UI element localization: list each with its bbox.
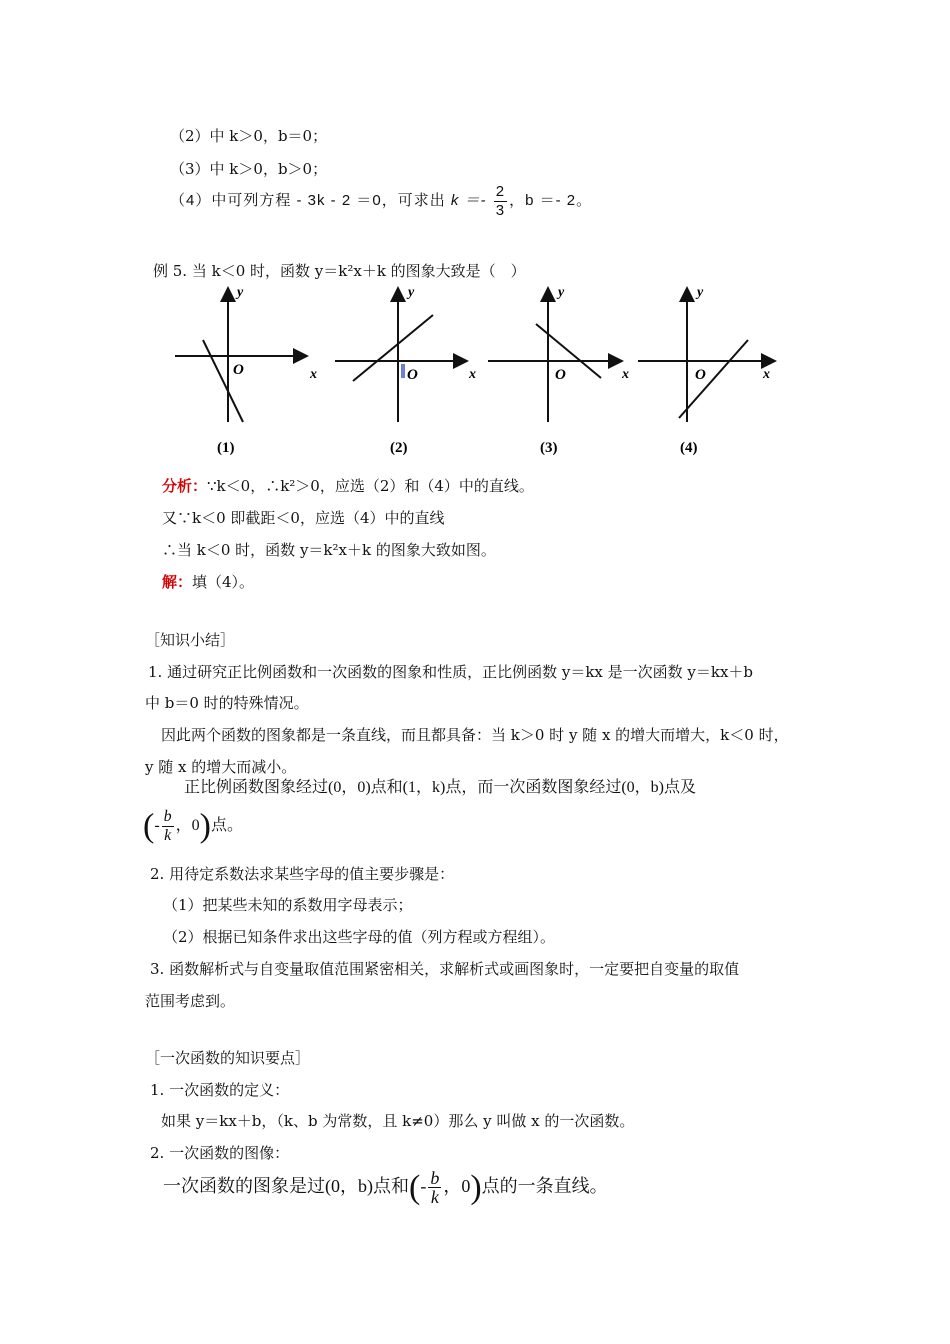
- graph-3-y-label: y: [558, 285, 565, 300]
- analysis-line-2: 又∵k＜0 即截距＜0，应选（4）中的直线: [162, 509, 445, 527]
- graph-1: [175, 290, 305, 422]
- graph-4: [638, 290, 773, 422]
- case-4-text: （4）中可列方程 - 3k - 2 ＝0，可求出: [170, 192, 451, 209]
- graph-2-label: (2): [390, 440, 408, 456]
- fraction-b-k-2: $\frac{b}{k}$: [430, 1168, 440, 1208]
- summary-p3b: (- $\frac{b}{k}$ ，0)点。: [143, 807, 244, 845]
- graph-1-y-label: y: [237, 285, 244, 300]
- graph-4-x-label: x: [763, 367, 770, 382]
- solution-label: 解：: [162, 573, 193, 591]
- graph-4-origin: O: [695, 367, 706, 383]
- analysis-line-1: 分析：∵k＜0，∴k²＞0，应选（2）和（4）中的直线。: [162, 477, 534, 495]
- graph-1-label: (1): [217, 440, 235, 456]
- solution: 解：填（4）。: [162, 573, 255, 591]
- summary-p1a: 1. 通过研究正比例函数和一次函数的图象和性质，正比例函数 y＝kx 是一次函数 y＝kx＋b: [148, 663, 754, 681]
- graph-4-label: (4): [680, 440, 698, 456]
- summary-p6: （2）根据已知条件求出这些字母的值（列方程或方程组）。: [163, 928, 556, 946]
- graph-3-label: (3): [540, 440, 558, 456]
- graph-3-origin: O: [555, 367, 566, 383]
- analysis-label: 分析：: [162, 477, 208, 495]
- summary-p1b: 中 b＝0 时的特殊情况。: [145, 694, 309, 712]
- graph-3-x-label: x: [622, 367, 629, 382]
- graph-2-x-label: x: [469, 367, 476, 382]
- example-question: 例 5. 当 k＜0 时，函数 y＝k²x＋k 的图象大致是（ ）: [153, 262, 526, 280]
- fraction-b-k: $\frac{b}{k}$: [163, 807, 172, 844]
- summary-p3a: 正比例函数图象经过(0，0)点和(1，k)点，而一次函数图象经过(0，b)点及: [184, 779, 696, 796]
- graph-2-y-label: y: [408, 285, 415, 300]
- case-4: [170, 182, 592, 220]
- case-4-b: ，b ＝- 2。: [509, 192, 593, 209]
- graph-1-x-label: x: [310, 367, 317, 382]
- points-d1b: 如果 y＝kx＋b，（k、b 为常数，且 k≠0）那么 y 叫做 x 的一次函数。: [161, 1112, 635, 1130]
- points-d1: 1. 一次函数的定义：: [150, 1081, 290, 1099]
- summary-p7a: 3. 函数解析式与自变量取值范围紧密相关，求解析式或画图象时，一定要把自变量的取值: [150, 960, 740, 978]
- graph-2-origin: O: [407, 367, 418, 383]
- summary-p2b: y 随 x 的增大而减小。: [145, 758, 297, 776]
- example-graphs: [165, 282, 785, 462]
- points-d2b: 一次函数的图象是过(0，b)点和(- $\frac{b}{k}$ ，0)点的一条直线。: [163, 1168, 608, 1208]
- graph-4-y-label: y: [697, 285, 704, 300]
- summary-p2a: 因此两个函数的图象都是一条直线，而且都具备：当 k＞0 时 y 随 x 的增大而增大，k＜0 时，: [161, 726, 789, 744]
- points-heading: ［一次函数的知识要点］: [145, 1049, 311, 1067]
- analysis-line-3: ∴当 k＜0 时，函数 y＝k²x＋k 的图象大致如图。: [162, 541, 496, 559]
- graph-2-mark: [401, 364, 405, 378]
- summary-p5: （1）把某些未知的系数用字母表示；: [163, 896, 413, 914]
- points-d2: 2. 一次函数的图像：: [150, 1144, 290, 1162]
- graph-2: [335, 290, 465, 422]
- case-4-k: k ＝-: [450, 192, 492, 209]
- graph-1-origin: O: [233, 362, 244, 378]
- summary-p4: 2. 用待定系数法求某些字母的值主要步骤是：: [150, 865, 455, 883]
- graph-3: [488, 290, 620, 422]
- summary-p7b: 范围考虑到。: [145, 992, 236, 1010]
- case-3: （3）中 k＞0，b＞0；: [170, 160, 328, 178]
- case-2: （2）中 k＞0，b＝0；: [170, 127, 328, 145]
- summary-heading: ［知识小结］: [145, 631, 236, 649]
- fraction-2-3: $\frac{2}{3}$: [495, 182, 506, 219]
